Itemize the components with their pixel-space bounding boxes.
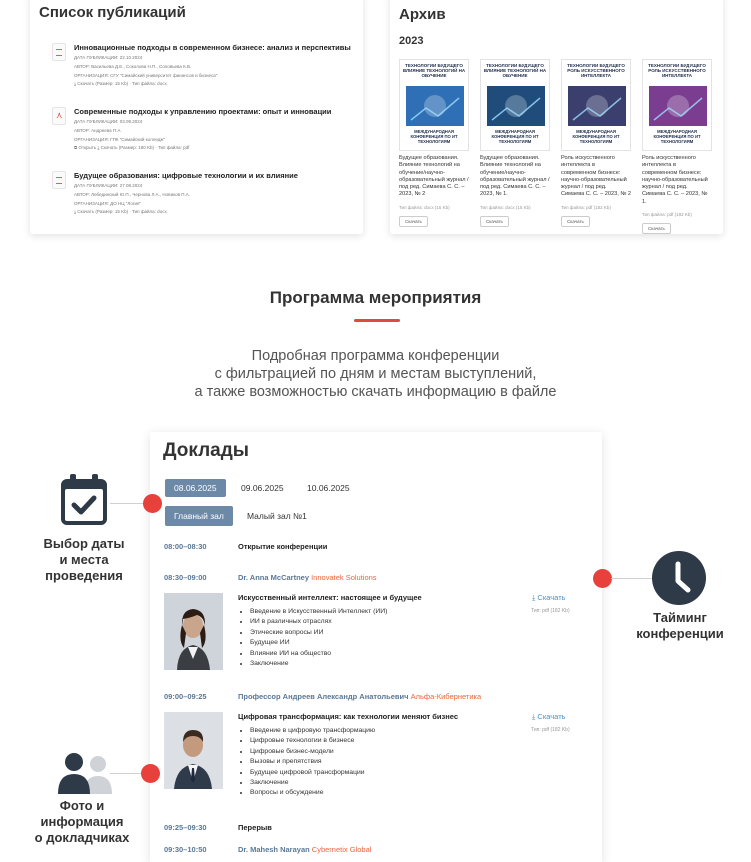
tab-hall-small[interactable]: Малый зал №1 xyxy=(247,511,307,521)
publication-date: ДАТА ПУБЛИКАЦИИ: 03.09.2024 xyxy=(74,119,143,124)
clock-icon xyxy=(651,550,707,606)
download-icon: ⤓ xyxy=(532,593,538,602)
feature-line: проведения xyxy=(45,568,123,583)
reports-title: Доклады xyxy=(163,440,250,461)
slot-text: Перерыв xyxy=(238,823,272,832)
report-points xyxy=(250,726,375,799)
reports-panel xyxy=(150,432,602,862)
book-description: Роль искусственного интеллекта в современном бизнесе: научно-образовательный журнал / под ред. Симаева С. С. – 2023, № 1. xyxy=(642,155,708,205)
archive-book[interactable] xyxy=(642,59,712,234)
marker-dot xyxy=(593,569,612,588)
title-underline xyxy=(354,319,400,322)
archive-title: Архив xyxy=(399,6,446,23)
slot-time: 09:25–09:30 xyxy=(164,823,207,832)
publication-item[interactable] xyxy=(74,107,374,150)
cover-image xyxy=(406,86,464,126)
file-info: Тип: pdf (182 Kb) xyxy=(531,608,570,614)
download-button[interactable]: Скачать xyxy=(561,216,590,227)
cover-subtitle: МЕЖДУНАРОДНАЯ КОНФЕРЕНЦИЯ ПО ИТ ТЕХНОЛОГИЯМ xyxy=(572,129,620,144)
subtitle-line: а также возможностью скачать информацию в файле xyxy=(194,384,557,400)
report-point: • Заключение xyxy=(250,659,387,669)
publication-author: АВТОР: Андреева П.А. xyxy=(74,128,122,133)
tab-hall-main[interactable]: Главный зал xyxy=(165,506,233,526)
speaker-photo xyxy=(164,712,223,789)
speaker-org: Cybernetix Global xyxy=(311,845,372,854)
report-point: • Этические вопросы ИИ xyxy=(250,628,387,638)
speaker-org: Альфа-Кибернетика xyxy=(410,692,482,701)
download-label[interactable]: Скачать xyxy=(537,712,566,721)
archive-book[interactable] xyxy=(399,59,469,228)
book-file-info: Тип файла: docx (15 Kb) xyxy=(480,204,531,210)
tab-date-08-06[interactable]: 08.06.2025 xyxy=(165,479,226,497)
archive-book[interactable] xyxy=(480,59,550,228)
doc-icon xyxy=(52,171,66,189)
connector-line xyxy=(110,503,145,504)
publication-item[interactable] xyxy=(74,171,374,214)
download-link[interactable] xyxy=(532,593,566,603)
feature-photo-info xyxy=(24,798,140,846)
publication-title[interactable]: Инновационные подходы в современном бизнесе: анализ и перспективы xyxy=(74,43,351,52)
book-description: Будущее образования. Влияние технологий на обучение/научно-образовательный журнал / под ред. Симаева С. С. – 2023, № 1. xyxy=(480,155,550,198)
cover-subtitle: МЕЖДУНАРОДНАЯ КОНФЕРЕНЦИЯ ПО ИТ ТЕХНОЛОГИЯМ xyxy=(491,129,539,144)
download-button[interactable]: Скачать xyxy=(642,223,671,234)
publication-date: ДАТА ПУБЛИКАЦИИ: 22.10.2024 xyxy=(74,55,143,60)
program-subtitle xyxy=(0,347,751,401)
report-point: • Будущее цифровой трансформации xyxy=(250,768,375,778)
download-label[interactable]: Скачать xyxy=(537,593,566,602)
tab-date-09-06[interactable]: 09.06.2025 xyxy=(241,483,284,493)
archive-card xyxy=(390,0,723,234)
feature-line: Фото и xyxy=(59,798,105,813)
subtitle-line: с фильтрацией по дням и местам выступлений, xyxy=(214,366,537,382)
subtitle-line: Подробная программа конференции xyxy=(251,348,500,364)
speaker-name[interactable]: Dr. Mahesh Narayan xyxy=(238,845,310,854)
feature-date-place xyxy=(28,536,140,584)
publication-item[interactable] xyxy=(74,43,374,86)
speaker-photo-image xyxy=(164,593,223,670)
report-points xyxy=(250,607,387,669)
slot-text: Открытие конференции xyxy=(238,542,328,551)
speaker-photo xyxy=(164,593,223,670)
program-title: Программа мероприятия xyxy=(269,288,482,307)
cover-title: ТЕХНОЛОГИИ БУДУЩЕГО ВЛИЯНИЕ ТЕХНОЛОГИЙ НА ОБУЧЕНИЕ xyxy=(483,63,547,78)
slot-time: 08:30–09:00 xyxy=(164,573,207,582)
report-point: • Введение в Искусственный Интеллект (ИИ) xyxy=(250,607,387,617)
report-point: • Влияние ИИ на общество xyxy=(250,649,387,659)
publication-author: АВТОР: Васильева Д.Е., Соколова Н.П., Соловьева К.В. xyxy=(74,64,192,69)
publication-title[interactable]: Будущее образования: цифровые технологии и их влияние xyxy=(74,171,298,180)
cover-image xyxy=(649,86,707,126)
publication-date: ДАТА ПУБЛИКАЦИИ: 27.08.2024 xyxy=(74,183,143,188)
book-cover[interactable] xyxy=(642,59,712,151)
report-point: • Цифровые технологии в бизнесе xyxy=(250,736,375,746)
marker-dot xyxy=(141,764,160,783)
archive-year: 2023 xyxy=(399,35,424,47)
publication-org: ОРГАНИЗАЦИЯ: ГПК "Симайский колледж" xyxy=(74,137,165,142)
feature-line: и места xyxy=(59,552,109,567)
feature-timing xyxy=(625,610,735,642)
pdf-icon xyxy=(52,107,66,125)
publication-title[interactable]: Современные подходы к управлению проектами: опыт и инновации xyxy=(74,107,332,116)
feature-line: информация xyxy=(40,814,124,829)
speaker-name[interactable]: Профессор Андреев Александр Анатольевич xyxy=(238,692,409,701)
report-point: • Цифровые бизнес-модели xyxy=(250,747,375,757)
report-point: • Будущее ИИ xyxy=(250,638,387,648)
speakers-icon xyxy=(56,752,116,794)
cover-title: ТЕХНОЛОГИИ БУДУЩЕГО ВЛИЯНИЕ ТЕХНОЛОГИЙ НА ОБУЧЕНИЕ xyxy=(402,63,466,78)
tab-date-10-06[interactable]: 10.06.2025 xyxy=(307,483,350,493)
slot-time: 09:30–10:50 xyxy=(164,845,207,854)
download-link[interactable] xyxy=(532,712,566,722)
speaker-photo-image xyxy=(164,712,223,789)
feature-line: Выбор даты xyxy=(43,536,125,551)
report-point: • ИИ в различных отраслях xyxy=(250,617,387,627)
feature-line: о докладчиках xyxy=(34,830,130,845)
feature-line: конференции xyxy=(636,626,724,641)
cover-title: ТЕХНОЛОГИИ БУДУЩЕГО РОЛЬ ИСКУССТВЕННОГО ИНТЕЛЛЕКТА xyxy=(567,63,625,78)
speaker-name[interactable]: Dr. Anna McCartney xyxy=(238,573,309,582)
speaker-line[interactable] xyxy=(238,573,377,582)
book-description: Будущее образования. Влияние технологий на обучение/научно-образовательный журнал / под ред. Симаева С. С. – 2023, № 2 xyxy=(399,155,469,198)
download-icon: ⤓ xyxy=(532,712,538,721)
report-title: Цифровая трансформация: как технологии меняют бизнес xyxy=(238,712,459,721)
speaker-line[interactable] xyxy=(238,692,481,701)
report-point: • Вызовы и препятствия xyxy=(250,757,375,767)
publication-actions[interactable]: ⧉ Открыть ⤓ Скачать (Размер: 180 Kb) · Тип файла: pdf xyxy=(74,145,190,150)
book-cover[interactable] xyxy=(480,59,550,151)
marker-dot xyxy=(143,494,162,513)
file-info: Тип: pdf (182 Kb) xyxy=(531,727,570,733)
slot-time: 08:00–08:30 xyxy=(164,542,207,551)
cover-subtitle: МЕЖДУНАРОДНАЯ КОНФЕРЕНЦИЯ ПО ИТ ТЕХНОЛОГИЯМ xyxy=(410,129,458,144)
cover-image xyxy=(568,86,626,126)
book-file-info: Тип файла: pdf (182 Kb) xyxy=(561,204,611,210)
publication-org: ОРГАНИЗАЦИЯ: СГУ "Симайский университет финансов и бизнеса" xyxy=(74,73,218,78)
download-button[interactable]: Скачать xyxy=(480,216,509,227)
cover-image xyxy=(487,86,545,126)
doc-icon xyxy=(52,43,66,61)
book-file-info: Тип файла: pdf (182 Kb) xyxy=(642,212,692,218)
report-point: • Введение в цифровую трансформацию xyxy=(250,726,375,736)
publications-title: Список публикаций xyxy=(39,4,186,21)
archive-book[interactable] xyxy=(561,59,631,228)
report-title: Искусственный интеллект: настоящее и будущее xyxy=(238,593,422,602)
report-point: • Вопросы и обсуждение xyxy=(250,788,375,798)
download-button[interactable]: Скачать xyxy=(399,216,428,227)
report-point: • Заключение xyxy=(250,778,375,788)
publication-author: АВТОР: Лебединский Ю.П., Чернова Л.А., Новиков П.А. xyxy=(74,192,190,197)
publication-actions[interactable]: ⤓ Скачать (Размер: 15 Kb) · Тип файла: docx xyxy=(74,209,167,214)
publication-org: ОРГАНИЗАЦИЯ: ДО НЦ "Логия" xyxy=(74,201,142,206)
publication-actions[interactable]: ⤓ Скачать (Размер: 15 Kb) · Тип файла: docx xyxy=(74,81,167,86)
calendar-check-icon xyxy=(58,473,110,527)
book-cover[interactable] xyxy=(399,59,469,151)
speaker-line[interactable] xyxy=(238,845,371,854)
slot-time: 09:00–09:25 xyxy=(164,692,207,701)
book-cover[interactable] xyxy=(561,59,631,151)
connector-line xyxy=(110,773,143,774)
book-description: Роль искусственного интеллекта в современном бизнесе: научно-образовательный журнал / под ред. Симаева С. С. – 2023, № 2 xyxy=(561,155,631,198)
speaker-org: Innovatek Solutions xyxy=(311,573,377,582)
book-file-info: Тип файла: docx (15 Kb) xyxy=(399,204,450,210)
cover-subtitle: МЕЖДУНАРОДНАЯ КОНФЕРЕНЦИЯ ПО ИТ ТЕХНОЛОГИЯМ xyxy=(653,129,701,144)
cover-title: ТЕХНОЛОГИИ БУДУЩЕГО РОЛЬ ИСКУССТВЕННОГО ИНТЕЛЛЕКТА xyxy=(648,63,706,78)
connector-line xyxy=(611,578,653,579)
feature-line: Тайминг xyxy=(653,610,707,625)
